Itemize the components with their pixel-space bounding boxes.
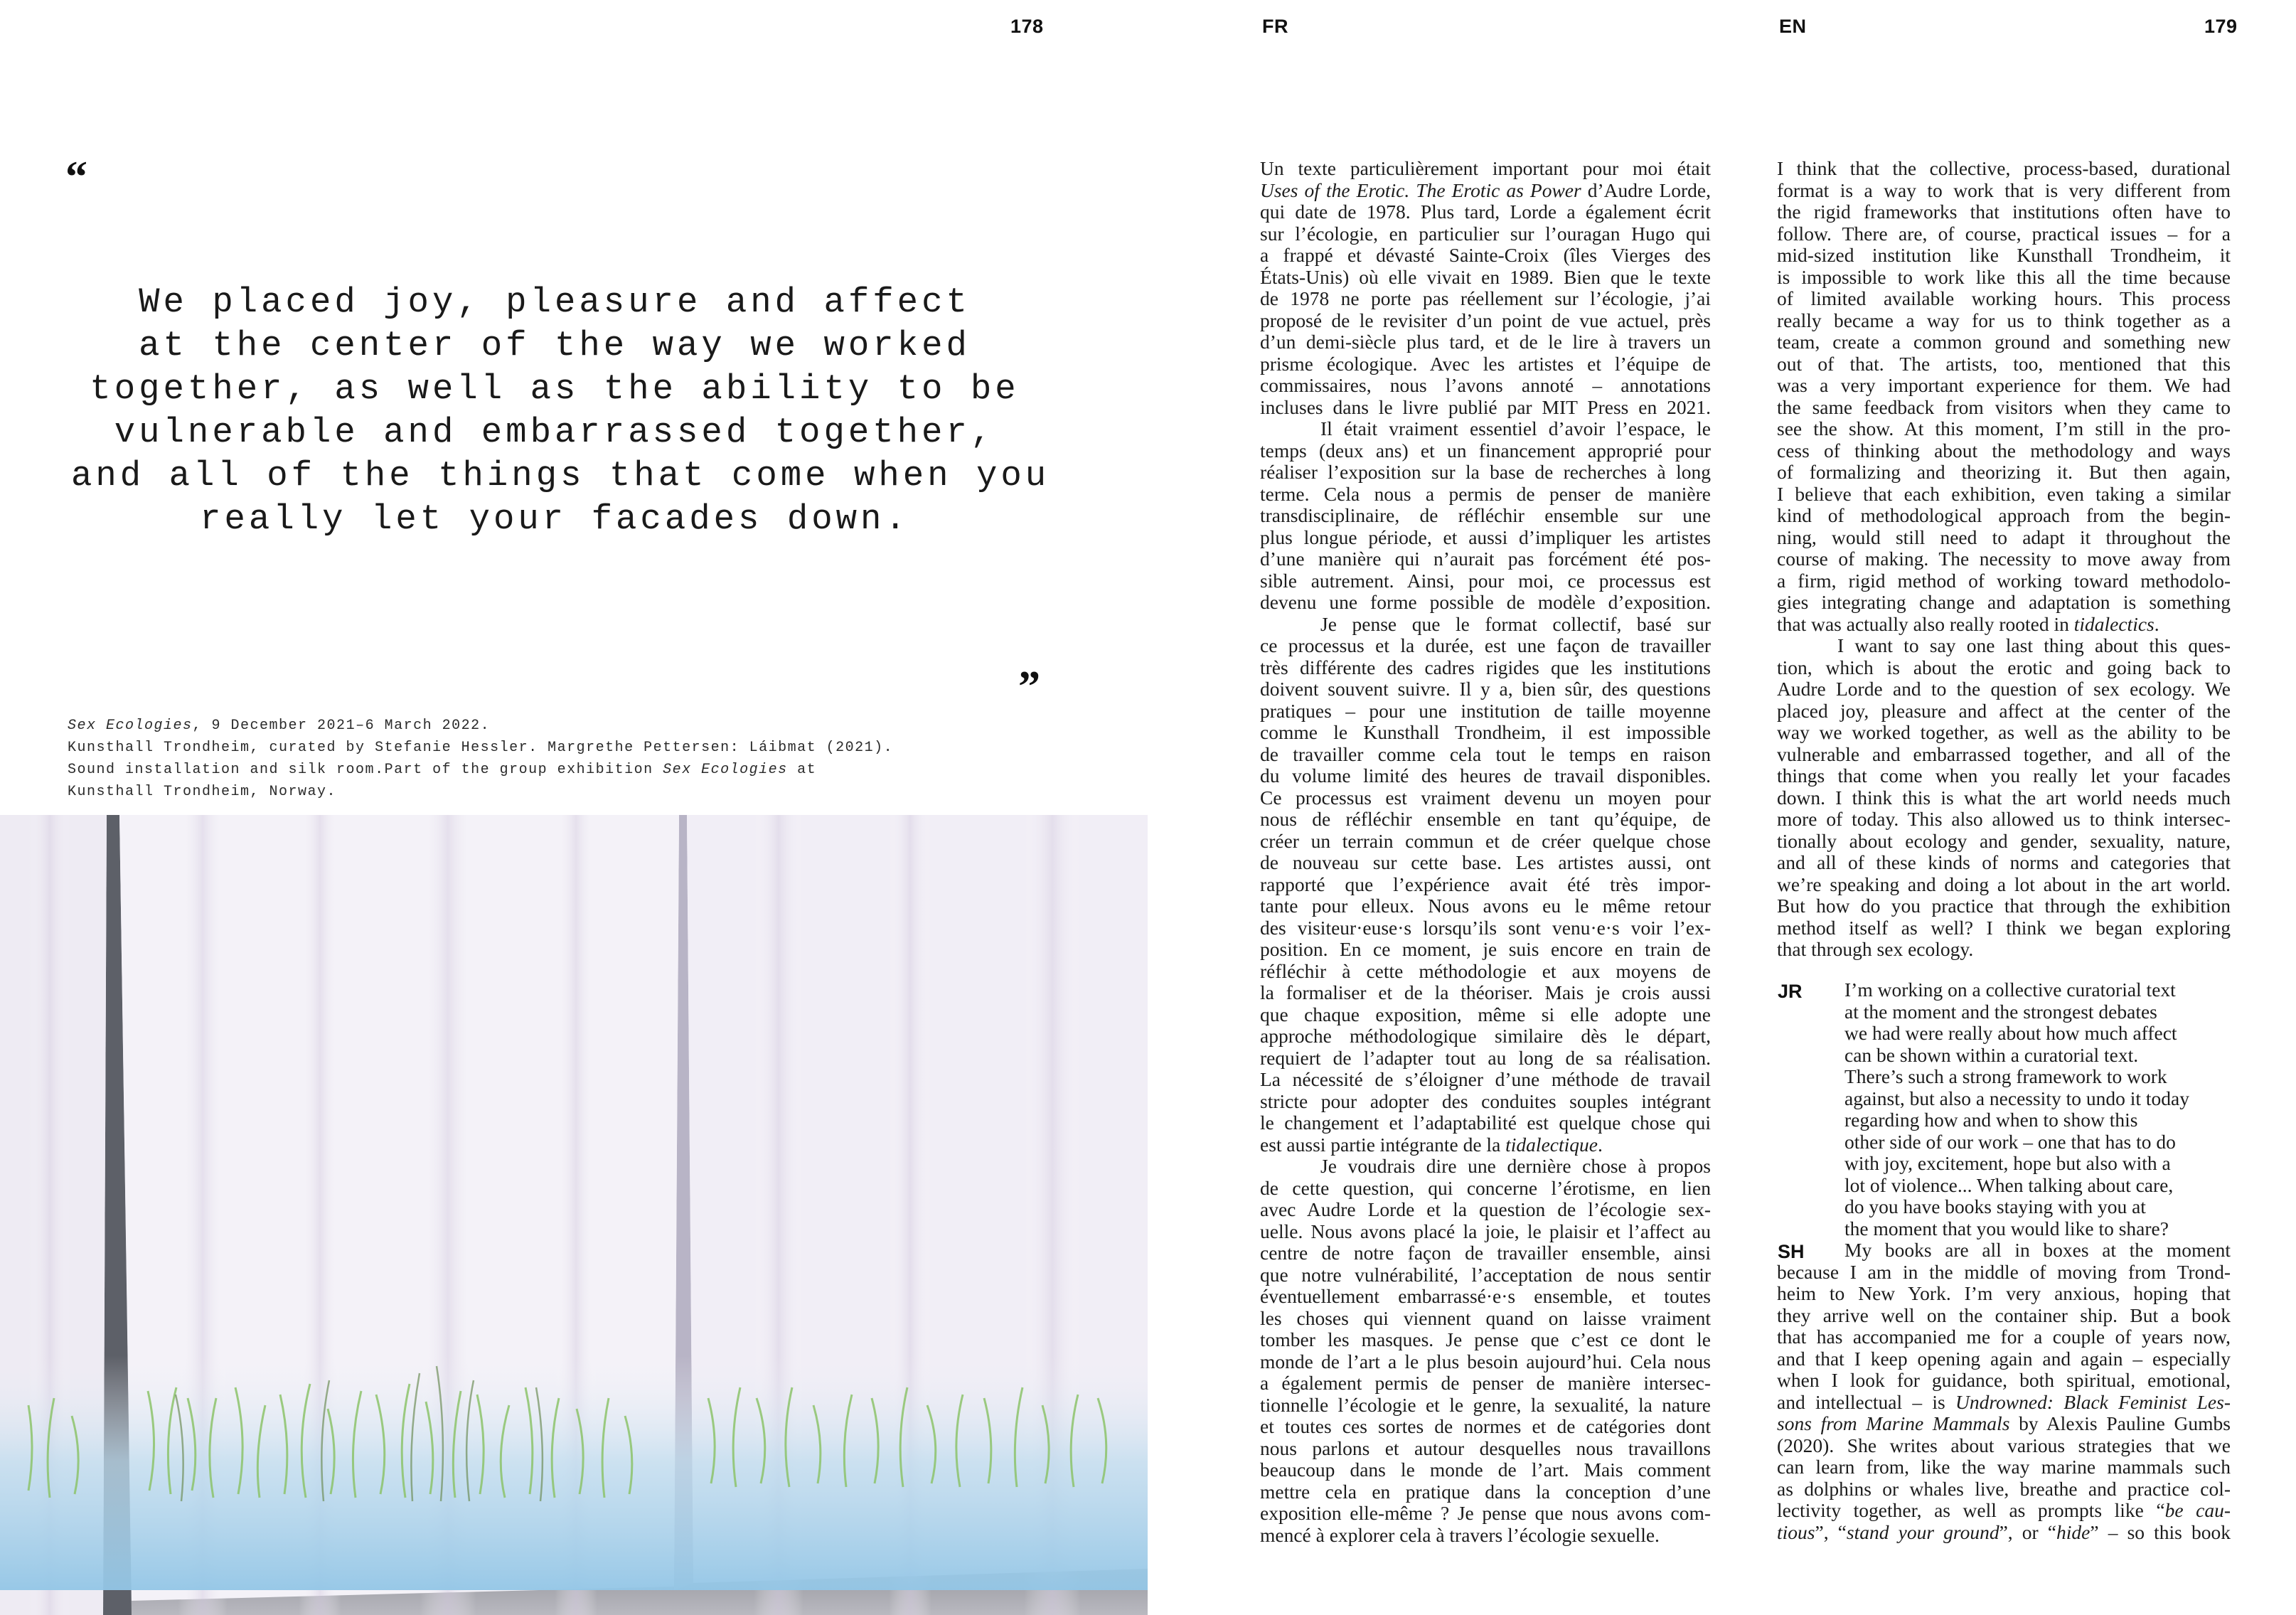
text-line: with joy, excitement, hope but also with a [1844, 1152, 2171, 1174]
text-line: that has accompanied me for a couple of years now, [1777, 1326, 2231, 1348]
text-line: uelle. Nous avons placé la joie, le plaisir et l’affect au [1260, 1220, 1711, 1242]
text-line: le changement et l’adaptabilité est quelque chose qui [1260, 1112, 1711, 1134]
text-fragment: . [1597, 1133, 1603, 1156]
text-line: nous parlons et autour desquelles nous travaillons [1260, 1437, 1711, 1459]
curtain-illustration [0, 815, 1148, 1615]
text-line: the same feedback from visitors when they came to [1777, 395, 2231, 418]
term-italic: tidalectique [1505, 1133, 1598, 1156]
pull-quote-line: vulnerable and embarrassed together, [114, 412, 995, 452]
text-line: États-Unis) où elle vivait en 1989. Bien que le texte [1260, 265, 1711, 288]
language-label-fr: FR [1262, 16, 1288, 37]
text-line: stricte pour adopter des conduites souples intégrant [1260, 1089, 1711, 1112]
text-line [1260, 180, 1711, 202]
text-line: des visiteur·euse·s lorsqu’ils sont venu·e·s voir l’ex- [1260, 916, 1711, 939]
text-line: do you have books staying with you at [1844, 1195, 2146, 1217]
text-line: at the moment and the strongest debates [1844, 1000, 2157, 1023]
text-line: that through sex ecology. [1777, 938, 1974, 960]
text-line: mettre cela en pratique dans la conception d’une [1260, 1480, 1711, 1503]
text-line: of formalizing and theorizing it. But then again, [1777, 461, 2231, 483]
text-line: d’un demi-siècle plus tard, et de le lire à travers un [1260, 331, 1711, 353]
text-line: tomber les masques. Je pense que c’est ce dont le [1260, 1328, 1711, 1350]
text-line: But how do you practice that through the exhibition [1777, 895, 2231, 917]
text-line [1260, 1134, 1711, 1156]
text-line: Je pense que le format collectif, basé sur [1320, 612, 1711, 635]
text-line: les choses qui viennent quand on laisse vraiment [1260, 1306, 1711, 1329]
text-line: qui date de 1978. Plus tard, Lorde a également écrit [1260, 201, 1711, 223]
page-number-right: 179 [2204, 16, 2238, 37]
text-line: commissaires, nous l’avons annoté – annotations [1260, 374, 1711, 396]
text-line: créer un terrain commun et de créer quelque chose [1260, 829, 1711, 852]
text-fragment: that was actually also really rooted in [1777, 612, 2074, 635]
text-fragment: ”, “ [1815, 1520, 1847, 1543]
text-line: things that come when you really let your facades [1777, 764, 2231, 787]
text-line: ning, would still need to adapt it throughout the [1777, 526, 2231, 548]
sh-answer [1777, 1240, 2231, 1543]
text-line: de nouveau sur cette base. Les artistes aussi, ont [1260, 851, 1711, 873]
text-line: when I look for guidance, both spiritual, emotional, [1777, 1369, 2231, 1391]
text-line: avec Audre Lorde et la question de l’écologie sex- [1260, 1198, 1711, 1220]
text-line: gies integrating change and adaptation is something [1777, 591, 2231, 613]
text-line: heim to New York. I’m very anxious, hoping that [1777, 1282, 2231, 1304]
pull-quote-line: really let your facades down. [200, 499, 909, 539]
prompt-italic: be cau- [2164, 1499, 2231, 1521]
prompt-italic: stand your ground [1846, 1520, 1999, 1543]
text-line: comme le Kunsthall Trondheim, il est impossible [1260, 721, 1711, 743]
text-fragment: est aussi partie intégrante de la [1260, 1133, 1506, 1156]
text-line: a firm, rigid method of working toward methodolo- [1777, 569, 2231, 592]
text-line: Ce processus est vraiment devenu un moyen pour [1260, 786, 1711, 809]
text-line: nous de réfléchir ensemble en tant qu’équipe, de [1260, 808, 1711, 830]
text-fragment: ”, or “ [1999, 1520, 2057, 1543]
book-title: Uses of the Erotic. The Erotic as Power [1260, 178, 1581, 201]
pull-quote-line: We placed joy, pleasure and affect [139, 282, 971, 322]
close-quote-mark: ” [1018, 663, 1040, 711]
text-line: mid-sized institution like Kunsthall Trondheim, it [1777, 244, 2231, 266]
pull-quote-line: at the center of the way we worked [139, 326, 971, 366]
text-line: doivent souvent suivre. Il y a, bien sûr, des questions [1260, 678, 1711, 700]
text-fragment: ” – so this book [2090, 1520, 2231, 1543]
caption-line: Kunsthall Trondheim, Norway. [68, 784, 337, 800]
text-line: because I am in the middle of moving from Trond- [1777, 1260, 2231, 1283]
text-line: was a very important experience for them. We had [1777, 374, 2231, 396]
text-line: exposition elle-même ? Je pense que nous avons com- [1260, 1502, 1711, 1524]
text-line: Il était vraiment essentiel d’avoir l’espace, le [1320, 417, 1711, 439]
text-line: sur l’écologie, en particulier sur l’ouragan Hugo qui [1260, 222, 1711, 245]
text-line: of limited available working hours. This process [1777, 287, 2231, 309]
text-line: kind of methodological approach from the begin- [1777, 504, 2231, 526]
text-line: way we worked together, as well as the ability to be [1777, 721, 2231, 743]
text-line: réfléchir à cette méthodologie et aux moyens de [1260, 959, 1711, 982]
caption-title: Sex Ecologies [68, 718, 193, 734]
text-line: du volume limité des heures de travail disponibles. [1260, 764, 1711, 787]
speaker-label-sh: SH [1778, 1241, 1805, 1262]
text-line: course of making. The necessity to move away from [1777, 548, 2231, 570]
text-line: ce processus et la durée, est une façon de travailler [1260, 634, 1711, 656]
text-line: other side of our work – one that has to do [1844, 1130, 2176, 1153]
english-text-column [1777, 158, 2231, 961]
text-line: tion, which is about the erotic and going back to [1777, 656, 2231, 678]
text-line: Un texte particulièrement important pour moi était [1260, 157, 1711, 179]
text-fragment: and intellectual – is [1777, 1390, 1956, 1413]
pull-quote-line: and all of the things that come when you [71, 456, 1050, 496]
text-line: team, create a common ground and something new [1777, 331, 2231, 353]
caption-dates: , 9 December 2021–6 March 2022. [192, 718, 491, 734]
term-italic: tidalectics [2073, 612, 2154, 635]
text-line: the rigid frameworks that institutions often have to [1777, 201, 2231, 223]
caption-line [68, 759, 907, 781]
text-line: I’m working on a collective curatorial text [1844, 979, 2176, 1001]
text-line: as dolphins or whales live, breathe and practice col- [1777, 1477, 2231, 1500]
text-line: très différente des cadres rigides que les institutions [1260, 656, 1711, 678]
text-line: La nécessité de s’éloigner d’une méthode de travail [1260, 1068, 1711, 1090]
text-line: Je voudrais dire une dernière chose à propos [1320, 1155, 1711, 1177]
text-line: they arrive well on the container ship. But a book [1777, 1304, 2231, 1326]
text-line: position. En ce moment, je suis encore en train de [1260, 938, 1711, 960]
text-fragment: d’Audre Lorde, [1581, 178, 1711, 201]
jr-question [1844, 979, 2189, 1240]
text-line: out of that. The artists, too, mentioned that this [1777, 352, 2231, 375]
speaker-label-jr: JR [1778, 981, 1803, 1002]
text-line: sible autrement. Ainsi, pour moi, ce processus est [1260, 569, 1711, 592]
text-line: d’une manière qui n’aurait pas forcément été pos- [1260, 548, 1711, 570]
text-fragment: by Alexis Pauline Gumbs [2009, 1412, 2231, 1434]
text-line: the moment that you would like to share? [1844, 1217, 2169, 1240]
french-text-column [1260, 158, 1711, 1546]
text-line: (2020). She writes about various strategies that we [1777, 1434, 2231, 1456]
text-line: format is a way to work that is very different from [1777, 178, 2231, 201]
text-line: rapporté que l’expérience avait été très impor- [1260, 873, 1711, 895]
text-line: éventuellement embarrassé·e·s ensemble, et toutes [1260, 1285, 1711, 1307]
text-line: incluses dans le livre publié par MIT Press en 2021. [1260, 395, 1711, 418]
text-line: monde de l’art a le plus besoin aujourd’hui. Cela nous [1260, 1350, 1711, 1373]
image-caption [68, 715, 907, 803]
pull-quote [71, 281, 1050, 541]
text-line: transdisciplinaire, de réfléchir ensemble sur une [1260, 504, 1711, 526]
prompt-italic: tious [1777, 1520, 1815, 1543]
text-line: de cette question, qui concerne l’érotisme, en lien [1260, 1176, 1711, 1199]
text-line: requiert de l’adapter tout au long de sa réalisation. [1260, 1046, 1711, 1069]
text-line: regarding how and when to show this [1844, 1109, 2138, 1131]
caption-text: Sound installation and silk room.Part of the group exhibition [68, 762, 663, 778]
caption-line: Kunsthall Trondheim, curated by Stefanie Hessler. Margrethe Pettersen: Láibmat (2021). [68, 740, 894, 756]
text-line: tionnelle l’écologie et le genre, la sexualité, la nature [1260, 1393, 1711, 1416]
text-line: against, but also a necessity to undo it today [1844, 1087, 2189, 1109]
text-line: follow. There are, of course, practical issues – for a [1777, 222, 2231, 245]
text-line: method itself as well? I think we began exploring [1777, 916, 2231, 939]
text-line: really became a way for us to think together as a [1777, 309, 2231, 331]
text-line: tionally about ecology and gender, sexuality, nature, [1777, 829, 2231, 852]
text-line [1777, 614, 2231, 636]
text-line: de travailler comme cela tout le temps en raison [1260, 742, 1711, 765]
text-fragment: lectivity together, as well as prompts like “ [1777, 1499, 2165, 1521]
text-line: see the show. At this moment, I’m still in the pro- [1777, 417, 2231, 439]
book-title: sons from Marine Mammals [1777, 1412, 2010, 1434]
text-line: et toutes ces sortes de normes et de catégories dont [1260, 1415, 1711, 1437]
caption-text: at [787, 762, 817, 778]
text-line: vulnerable and embarrassed together, and all of the [1777, 742, 2231, 765]
page-number-left: 178 [1010, 16, 1044, 37]
text-line: and that I keep opening again and again – especially [1777, 1347, 2231, 1370]
text-line: pratiques – pour une institution de taille moyenne [1260, 699, 1711, 722]
text-line: and all of these kinds of norms and categories that [1777, 851, 2231, 873]
text-line: beaucoup dans le monde de l’art. Mais comment [1260, 1459, 1711, 1481]
text-line [1777, 1413, 2231, 1435]
text-line: que chaque exposition, même si elle adopte une [1260, 1003, 1711, 1025]
text-line: can be shown within a curatorial text. [1844, 1043, 2139, 1066]
text-line: plus longue période, et aussi d’impliquer les artistes [1260, 526, 1711, 548]
text-line: de 1978 ne porte pas réellement sur l’écologie, j’ai [1260, 287, 1711, 309]
text-line: devenu une forme possible de modèle d’exposition. [1260, 591, 1711, 613]
text-line: lot of violence... When talking about care, [1844, 1173, 2174, 1196]
text-line: la formaliser et de la théoriser. Mais je crois aussi [1260, 981, 1711, 1003]
text-line: cess of thinking about the methodology and ways [1777, 439, 2231, 462]
text-line: we’re speaking and doing a lot about in the art world. [1777, 873, 2231, 895]
text-line: I think that the collective, process-based, durational [1777, 157, 2231, 179]
caption-line [68, 715, 907, 737]
text-line: temps (deux ans) et un financement approprié pour [1260, 439, 1711, 462]
text-line: terme. Cela nous a permis de penser de manière [1260, 482, 1711, 505]
text-line: proposé de le revisiter d’un point de vue actuel, près [1260, 309, 1711, 331]
open-quote-mark: “ [65, 153, 87, 201]
text-line: a également permis de penser de manière intersec- [1260, 1372, 1711, 1394]
text-line: approche méthodologique similaire dès le départ, [1260, 1025, 1711, 1047]
text-line: réaliser l’exposition sur la base de recherches à long [1260, 461, 1711, 483]
text-line: a frappé et dévasté Sainte-Croix (îles Vierges des [1260, 244, 1711, 266]
text-line: centre de notre façon de travailler ensemble, ainsi [1260, 1242, 1711, 1264]
text-line: I believe that each exhibition, even taking a similar [1777, 482, 2231, 505]
text-line: Audre Lorde and to the question of sex ecology. We [1777, 678, 2231, 700]
text-line: is impossible to work like this all the time because [1777, 265, 2231, 288]
text-line: tante pour elleux. Nous avons eu le même retour [1260, 895, 1711, 917]
text-line [1777, 1392, 2231, 1414]
text-line: There’s such a strong framework to work [1844, 1065, 2167, 1087]
text-line: more of today. This also allowed us to think intersec- [1777, 808, 2231, 830]
text-line [1777, 1522, 2231, 1544]
text-line: we had were really about how much affect [1844, 1022, 2177, 1044]
installation-photo [0, 815, 1148, 1615]
text-line: can learn from, like the way marine mammals such [1777, 1456, 2231, 1478]
text-fragment: . [2154, 612, 2159, 635]
text-line: placed joy, pleasure and affect at the center of the [1777, 699, 2231, 722]
text-line: My books are all in boxes at the moment [1844, 1239, 2231, 1261]
text-line [1777, 1500, 2231, 1522]
text-line: prisme écologique. Avec les artistes et l’équipe de [1260, 352, 1711, 375]
language-label-en: EN [1779, 16, 1807, 37]
text-line: que notre vulnérabilité, l’acceptation de nous sentir [1260, 1263, 1711, 1286]
caption-title: Sex Ecologies [663, 762, 788, 778]
text-line: mencé à explorer cela à travers l’écologie sexuelle. [1260, 1523, 1660, 1546]
book-title: Undrowned: Black Feminist Les- [1955, 1390, 2231, 1413]
text-line: I want to say one last thing about this ques- [1837, 634, 2231, 656]
text-line: down. I think this is what the art world needs much [1777, 786, 2231, 809]
prompt-italic: hide [2056, 1520, 2091, 1543]
pull-quote-line: together, as well as the ability to be [90, 369, 1020, 409]
